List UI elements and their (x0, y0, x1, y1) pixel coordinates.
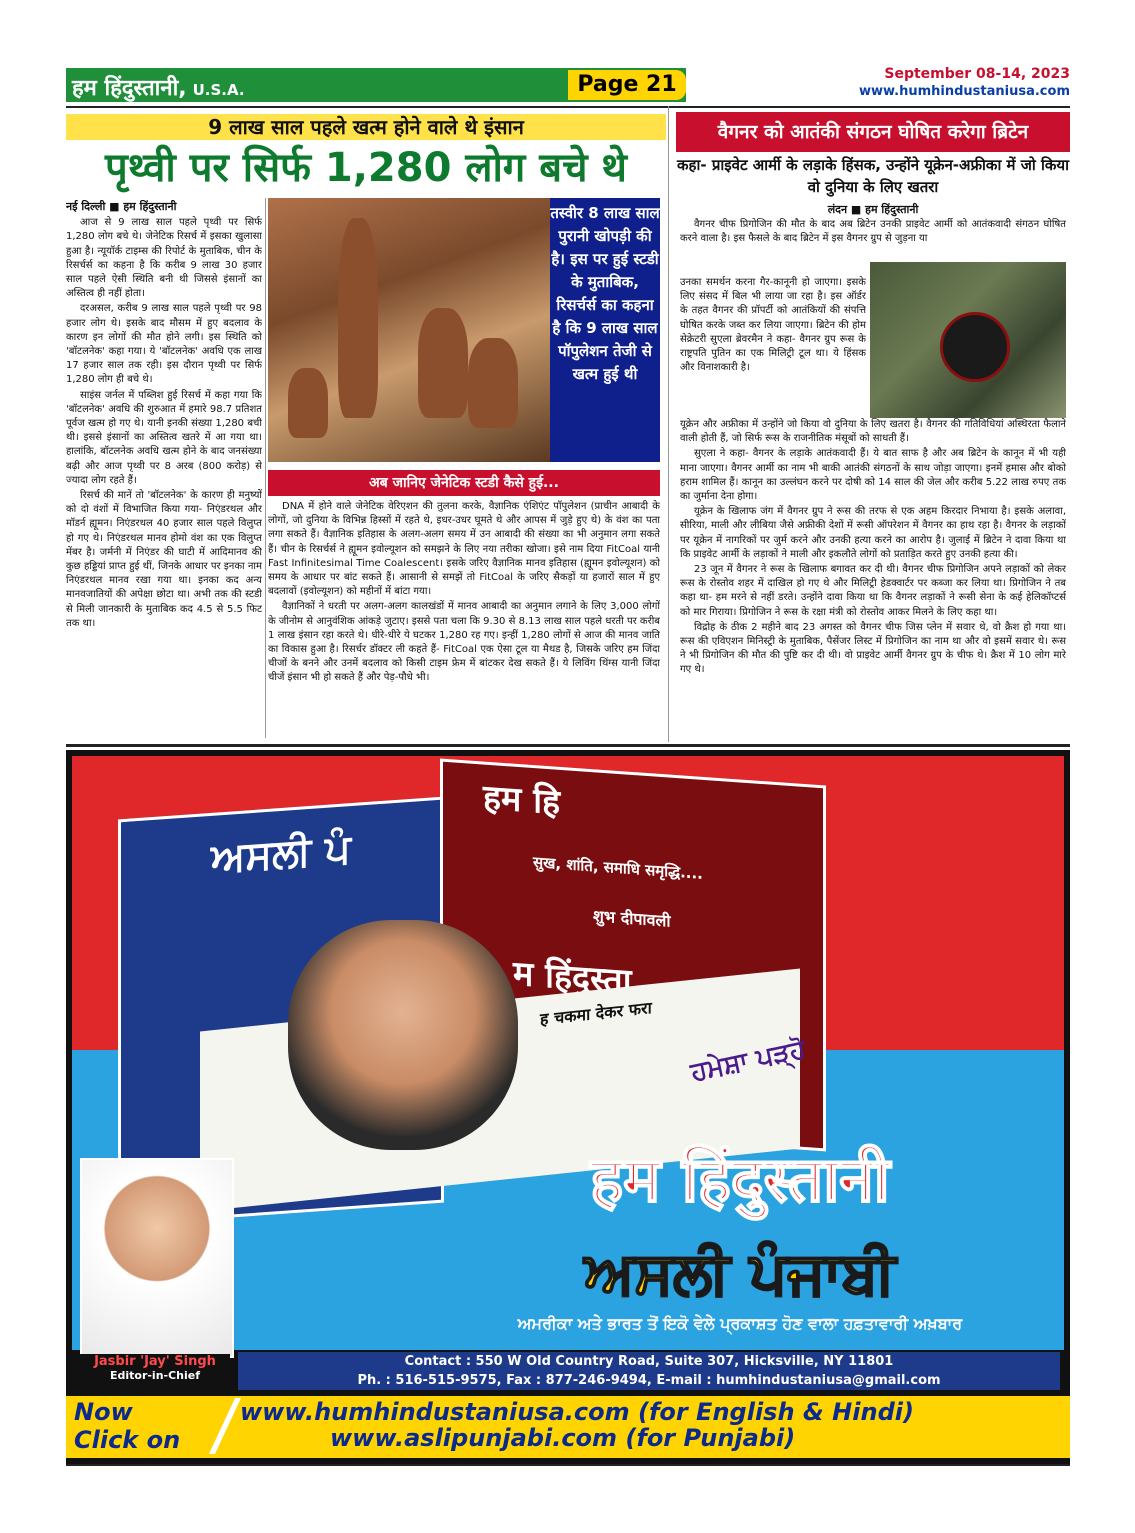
paragraph: रिसर्च की मानें तो 'बॉटलनेक' के कारण ही मनुष्यों को दो वंशों में विभाजित किया गया- निएंडरथल और मॉडर्न ह्यूमन। निएंडरथल 40 हजार साल पहले विलुप्त हो गए थे। निएंडरथल मानव होमो वंश का एक विलुप्त मेंबर है। जर्मनी में निएंडर की घाटी में आदिमानव की कुछ हड्डियां प्राप्त हुई थीं, जिनके आधार पर इनका नाम निएंडरथल मानव रखा गया था। इनका कद अन्य मानवजातियों की अपेक्षा छोटा था। अभी तक की स्टडी से मिली जानकारी के मुताबिक कद 4.5 से 5.5 फिट तक था। (66, 490, 262, 629)
figure-shape (288, 368, 328, 438)
editor-credit (80, 1354, 230, 1388)
hamesha-padho-text: ਹਮੇਸ਼ਾ ਪੜ੍ਹੋ (688, 1034, 809, 1088)
contact-address: Contact : 550 W Old Country Road, Suite 307, Hicksville, NY 11801 (404, 1354, 894, 1369)
portrait-photo (288, 920, 518, 1150)
paper-text: सुख, शांति, समाधि समृद्धि.... (533, 853, 703, 883)
paragraph: वैगनर चीफ प्रिगोजिन की मौत के बाद अब ब्रिटेन उनकी प्राइवेट आर्मी को आतंकवादी संगठन घोषित करने वाला है। इस फैसले के बाद ब्रिटेन में इस वैगनर ग्रुप से जुड़ना या (680, 219, 1066, 245)
website-link[interactable]: www.humhindustaniusa.com (858, 84, 1070, 99)
contact-info (238, 1352, 1060, 1390)
now-label: Now (74, 1398, 133, 1426)
now-click-on (74, 1398, 180, 1454)
contact-phone-email: Ph. : 516-515-9575, Fax : 877-246-9494, E-mail : humhindustaniusa@gmail.com (357, 1373, 941, 1388)
right-article-subheadline: कहा- प्राइवेट आर्मी के लड़ाके हिंसक, उन्होंने यूक्रेन-अफ्रीका में जो किया वो दुनिया के लिए खतरा (677, 156, 1069, 196)
section-divider (66, 744, 1070, 747)
right-article-byline: लंदन ■ हम हिंदुस्तानी (827, 203, 919, 216)
top-divider (66, 106, 1070, 108)
photo-caption: तस्वीर 8 लाख साल पुरानी खोपड़ी की है। इस पर हुई स्टडी के मुताबिक, रिसर्चर्स का कहना है कि 9 लाख साल पॉपुलेशन तेजी से खत्म हुई थी (550, 198, 660, 462)
paper-text: ह चकमा देकर फरा (540, 998, 652, 1029)
cave-diorama-photo (268, 198, 550, 462)
right-article-body (680, 418, 1066, 740)
paper-left-title: ਅਸਲੀ ਪੰ (211, 826, 351, 882)
paper-right-title: हम हि (483, 777, 561, 823)
paragraph: साइंस जर्नल में पब्लिश हुई रिसर्च में कहा गया कि 'बॉटलनेक' अवधि की शुरुआत में हमारे 98.7 प्रतिशत पूर्वज खत्म हो गए थे। यानी इनकी संख्या 1,280 बची थी। इससे इंसानों का अस्तित्व खतरे में आ गया था। हालांकि, बॉटलनेक अवधि खत्म होने के बाद जनसंख्या बढ़ी और आज पृथ्वी पर 8 अरब (800 करोड़) से ज्यादा लोग रहते हैं। (66, 389, 262, 486)
article-byline: नई दिल्ली ■ हम हिंदुस्तानी (66, 200, 177, 213)
editor-name: Jasbir 'Jay' Singh (94, 1354, 216, 1369)
paragraph: 23 जून में वैगनर ने रूस के खिलाफ बगावत कर दी थी। वैगनर चीफ प्रिगोजिन अपने लड़ाकों को लेकर रूस के रोस्तोव शहर में दाखिल हो गए थे और मिलिट्री हेडक्वार्टर पर कब्जा कर लिया था। प्रिगोजिन ने तब कहा था- हम मरने से नहीं डरते। उन्होंने दावा किया था कि वैगनर लड़ाकों ने रूसी सेना के कई हेलिकॉप्टर्स को मार गिराया। प्रिगोजिन ने रूस के रक्षा मंत्री को रोस्तोव आकर मिलने के लिए कहा था। (680, 564, 1066, 618)
paper-text: म हिंदुस्ता (513, 953, 632, 1002)
brand-hindi: हम हिंदुस्तानी (590, 1143, 890, 1216)
masthead-title (72, 72, 245, 102)
paragraph: वैज्ञानिकों ने धरती पर अलग-अलग कालखंडों में मानव आबादी का अनुमान लगाने के लिए 3,000 लोगों के जीनोम से आनुवंशिक आंकड़े जुटाए। इससे पता चला कि 9.30 से 8.13 लाख साल पहले धरती पर करीब 1 लाख इंसान रहा करते थे। धीरे-धीरे ये घटकर 1,280 रह गए। इन्हीं 1,280 लोगों से आज की मानव जाति का विकास हुआ है। रिसर्चर डॉक्टर ली कहते हैं- FitCoal एक ऐसा टूल या मैथड है, जिसके जरिए हम जिंदा चीजों के बनने और उनमें बदलाव को किसी टाइम फ्रेम में बांटकर देख सकते हैं। ये लिविंग थिंग्स यानी जिंदा चीजें इंसान भी हो सकते हैं और पेड़-पौधे भी। (268, 601, 660, 684)
url-punjabi[interactable]: www.aslipunjabi.com (for Punjabi) (330, 1424, 796, 1452)
editor-photo (80, 1158, 234, 1358)
paragraph: यूक्रेन के खिलाफ जंग में वैगनर ग्रुप ने रूस की तरफ से एक अहम किरदार निभाया है। इसके अलावा, सीरिया, माली और लीबिया जैसे अफ्रीकी देशों में रूसी ऑपरेशन में वैगनर का हाथ रहा है। वैगनर के लड़ाकों पर यूक्रेन में नागरिकों पर जुर्म करने और उनकी हत्या करने का आरोप है। जुलाई में ब्रिटेन ने दावा किया था कि प्राइवेट आर्मी के लड़ाकों ने माली और इकलौते लोगों को प्रताड़ित करते हुए उनकी हत्या की। (680, 506, 1066, 560)
issue-date: September 08-14, 2023 (884, 66, 1070, 82)
paragraph: दरअसल, करीब 9 लाख साल पहले पृथ्वी पर 98 हजार लोग थे। इसके बाद मौसम में हुए बदलाव के कारण इन लोगों की मौत होने लगी। इस स्थिति को 'बॉटलनेक' कहा गया। ये 'बॉटलनेक' अवधि एक लाख 17 हजार साल तक रही। इस दौरान पृथ्वी पर सिर्फ 1,280 लोग ही बचे थे। (66, 303, 262, 386)
article-kicker: 9 लाख साल पहले खत्म होने वाले थे इंसान (66, 114, 666, 140)
bottom-divider (66, 1464, 1070, 1466)
paragraph: उनका समर्थन करना गैर-कानूनी हो जाएगा। इसके लिए संसद में बिल भी लाया जा रहा है। इस ऑर्डर के तहत वैगनर की प्रॉपर्टी को आतंकियों की संपत्ति घोषित करके जब्त कर लिया जाएगा। ब्रिटेन की होम सेक्रेटरी सुएला ब्रेवरमैन ने कहा- वैगनर ग्रुप रूस के राष्ट्रपति पुतिन का एक मिलिट्री टूल था। ये हिंसक और विनाशकारी है। (680, 277, 866, 374)
right-article-side-text (680, 276, 866, 416)
editor-role: Editor-in-Chief (109, 1369, 201, 1382)
skull-patch-icon (940, 312, 1010, 382)
article-headline: पृथ्वी पर सिर्फ 1,280 लोग बचे थे (105, 145, 627, 191)
newspaper-name: हम हिंदुस्तानी, (72, 76, 187, 101)
article-body-left (66, 200, 262, 740)
brand-punjabi: ਅਸਲੀ ਪੰਜਾਬੀ (584, 1239, 896, 1307)
figure-shape (468, 338, 518, 428)
ad-tagline: ਅਮਰੀਕਾ ਅਤੇ ਭਾਰਤ ਤੋਂ ਇਕੋ ਵੇਲੇ ਪ੍ਰਕਾਸ਼ਤ ਹੋਣ ਵਾਲਾ ਹਫ਼ਤਾਵਾਰੀ ਅਖ਼ਬਾਰ (517, 1314, 963, 1333)
column-divider (265, 198, 266, 738)
paragraph: यूक्रेन और अफ्रीका में उन्होंने जो किया वो दुनिया के लिए खतरा है। वैगनर की गतिविधियां अस्थिरता फैलाने वाली होती हैं, जो सिर्फ रूस के राजनीतिक मंसूबों को साधती हैं। (680, 419, 1066, 445)
url-hindi-english[interactable]: www.humhindustaniusa.com (for English & Hindi) (240, 1398, 914, 1426)
soldier-patch-photo (870, 262, 1066, 418)
paragraph: DNA में होने वाले जेनेटिक वेरिएशन की तुलना करके, वैज्ञानिक एंशिएंट पॉपुलेशन (प्राचीन आबादी के लोगों, जो दुनिया के विभिन्न हिस्सों में रहते थे, इधर-उधर घूमते थे और आपस में जुड़े हुए थे) के वंश का पता लगा सकते हैं। वैज्ञानिक इतिहास के अलग-अलग समय में उन आबादी की संख्या का भी अनुमान लगा सकते हैं। चीन के रिसर्चर्स ने ह्यूमन इवोल्यूशन को समझने के लिए नया तरीका खोजा। इसे नाम दिया FitCoal यानी Fast Infinitesimal Time Coalescent। इसके जरिए वैज्ञानिक मानव इतिहास (ह्यूमन इवोल्यूशन) को समय के आधार पर बांट सकते हैं। आसानी से समझें तो FitCoal के जरिए सैकड़ों या हजारों साल में हुए बदलावों (इवोल्यूशन) को महीनों में बांटा गया। (268, 501, 660, 598)
article-body-mid (268, 500, 660, 740)
sub-heading: अब जानिए जेनेटिक स्टडी कैसे हुई... (268, 470, 660, 496)
paragraph: आज से 9 लाख साल पहले पृथ्वी पर सिर्फ 1,280 लोग बचे थे। जेनेटिक रिसर्च में इसका खुलासा हुआ है। न्यूयॉर्क टाइम्स की रिपोर्ट के मुताबिक, चीन के रिसर्चर्स का कहना है कि करीब 9 लाख 30 हजार साल पहले ऐसी स्थिति बनी थी जिससे इंसानों का अस्तित्व ही नहीं होता। (66, 217, 262, 300)
paper-text: शुभ दीपावली (593, 906, 671, 931)
right-article-headline: वैगनर को आतंकी संगठन घोषित करेगा ब्रिटेन (676, 112, 1070, 152)
page-number: Page 21 (568, 70, 686, 100)
country-label: U.S.A. (192, 81, 245, 99)
paragraph: विद्रोह के ठीक 2 महीने बाद 23 अगस्त को वैगनर चीफ जिस प्लेन में सवार थे, वो क्रैश हो गया था। रूस की एविएशन मिनिस्ट्री के मुताबिक, पैसेंजर लिस्ट में प्रिगोजिन का नाम था और वो इसमें सवार थे। रूस ने भी प्रिगोजिन की मौत की पुष्टि कर दी थी। वो प्राइवेट आर्मी वैगनर ग्रुप के चीफ थे। क्रैश में 10 लोग मारे गए थे। (680, 621, 1066, 676)
paragraph: सुएला ने कहा- वैगनर के लड़ाके आतंकवादी हैं। ये बात साफ है और अब ब्रिटेन के कानून में भी यही माना जाएगा। वैगनर आर्मी का नाम भी बाकी आतंकी संगठनों के साथ जोड़ा जाएगा। इनमें हमास और बोको हराम शामिल हैं। कानून का उल्लंघन करने पर दोषी को 14 साल की जेल और करीब 5.22 लाख रुपए तक का जुर्माना देना होगा। (680, 448, 1066, 503)
click-on-label: Click on (74, 1426, 181, 1454)
column-divider (668, 106, 669, 742)
figure-shape (418, 308, 468, 418)
figure-shape (338, 218, 378, 418)
